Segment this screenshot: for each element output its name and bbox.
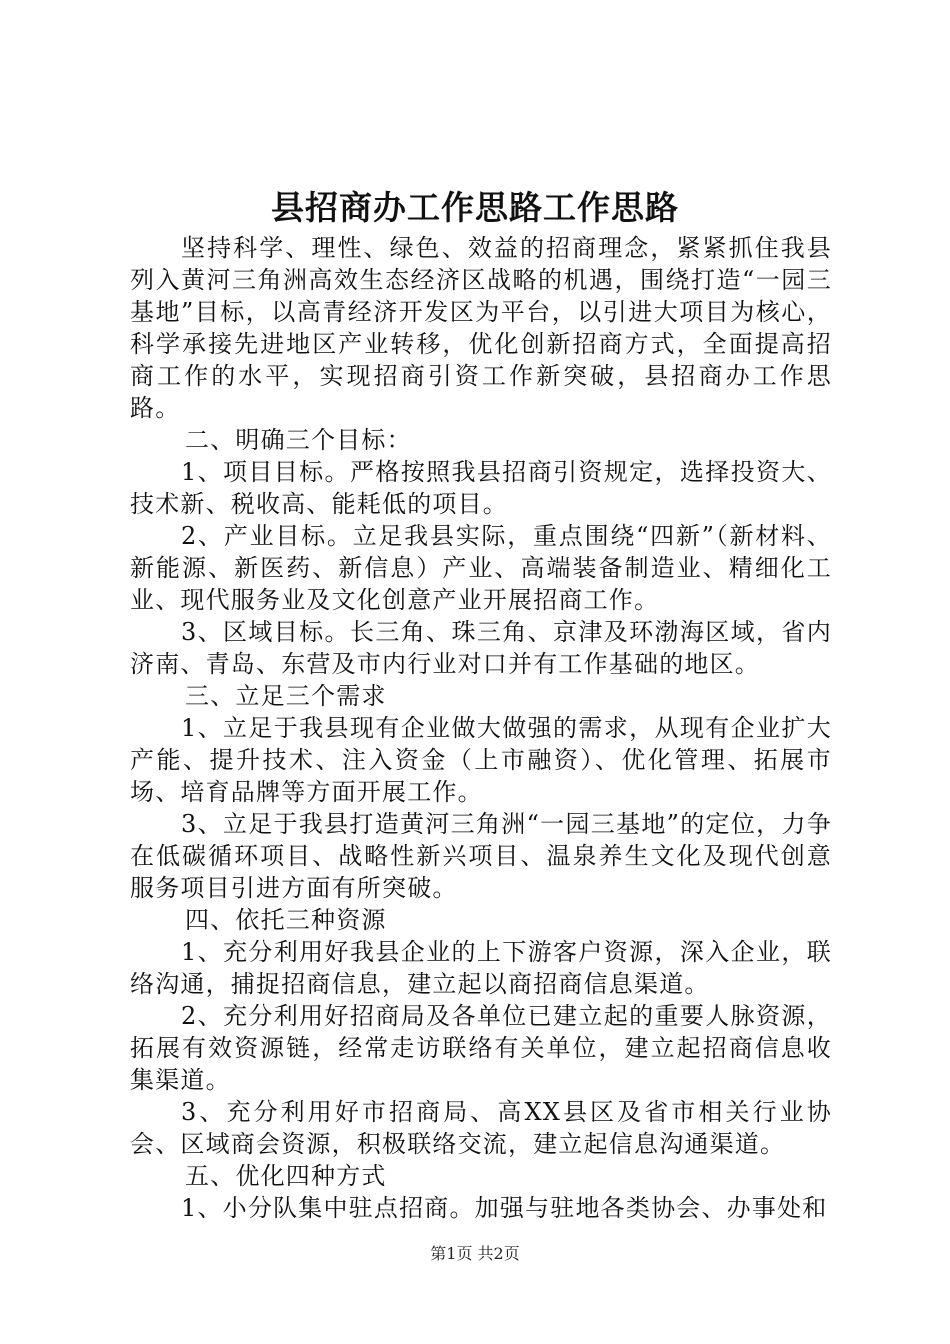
section-heading: 四、依托三种资源 (185, 906, 387, 934)
list-item: 3、立足于我县打造黄河三角洲“一园三基地”的定位，力争在低碳循环项目、战略性新兴项目、温泉养生文化及现代创意服务项目引进方面有所突破。 (130, 810, 832, 902)
document-body (130, 232, 832, 1224)
section-heading: 三、立足三个需求 (185, 682, 387, 710)
document-title: 县招商办工作思路工作思路 (271, 188, 679, 227)
list-item: 1、项目目标。严格按照我县招商引资规定，选择投资大、技术新、税收高、能耗低的项目。 (130, 458, 832, 518)
list-item: 2、充分利用好招商局及各单位已建立起的重要人脉资源，拓展有效资源链，经常走访联络有关单位，建立起招商信息收集渠道。 (130, 1002, 832, 1094)
intro-paragraph: 坚持科学、理性、绿色、效益的招商理念，紧紧抓住我县列入黄河三角洲高效生态经济区战略的机遇，围绕打造“一园三基地”目标，以高青经济开发区为平台，以引进大项目为核心，科学承接先进地区产业转移，优化创新招商方式，全面提高招商工作的水平，实现招商引资工作新突破，县招商办工作思路。 (130, 234, 832, 422)
list-item: 2、产业目标。立足我县实际，重点围绕“四新”（新材料、新能源、新医药、新信息）产业、高端装备制造业、精细化工业、现代服务业及文化创意产业开展招商工作。 (130, 522, 832, 614)
page-footer: 第1页 共2页 (430, 1244, 520, 1263)
list-item: 1、小分队集中驻点招商。加强与驻地各类协会、办事处和 (181, 1194, 828, 1222)
list-item: 3、充分利用好市招商局、高XX县区及省市相关行业协会、区域商会资源，积极联络交流，建立起信息沟通渠道。 (130, 1098, 832, 1158)
section-heading: 二、明确三个目标： (185, 426, 412, 454)
list-item: 1、立足于我县现有企业做大做强的需求，从现有企业扩大产能、提升技术、注入资金（上市融资）、优化管理、拓展市场、培育品牌等方面开展工作。 (130, 714, 832, 806)
list-item: 1、充分利用好我县企业的上下游客户资源，深入企业，联络沟通，捕捉招商信息，建立起以商招商信息渠道。 (130, 938, 832, 998)
section-heading: 五、优化四种方式 (185, 1162, 387, 1190)
list-item: 3、区域目标。长三角、珠三角、京津及环渤海区域，省内济南、青岛、东营及市内行业对口并有工作基础的地区。 (130, 618, 832, 678)
